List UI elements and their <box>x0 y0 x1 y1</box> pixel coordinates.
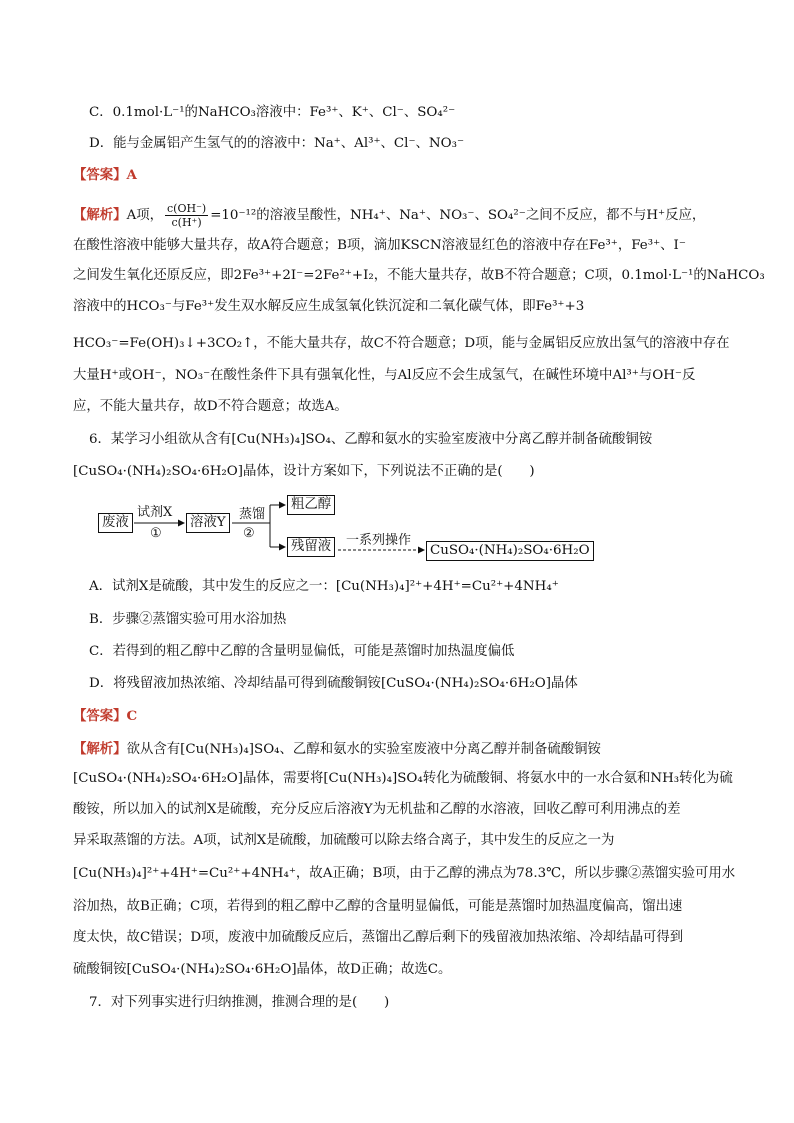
question-6-line-1: 6．某学习小组欲从含有[Cu(NH₃)₄]SO₄、乙醇和氨水的实验室废液中分离乙醇并制备硫酸铜铵 <box>89 432 653 447</box>
explanation-5-pre: A项， <box>126 208 164 223</box>
step-1-label: ① <box>150 526 162 541</box>
solution-y-box: 溶液Y <box>186 513 230 533</box>
question-6-option-b: B．步骤②蒸馏实验可用水浴加热 <box>89 612 287 627</box>
explanation-5-line-7: 应，不能大量共存，故D不符合题意；故选A。 <box>73 399 348 414</box>
question-6-line-2: [CuSO₄·(NH₄)₂SO₄·6H₂O]晶体，设计方案如下，下列说法不正确的是( ) <box>73 464 535 479</box>
explanation-6-line-8: 硫酸铜铵[CuSO₄·(NH₄)₂SO₄·6H₂O]晶体，故D正确；故选C。 <box>73 962 452 977</box>
answer-5-tag: 【答案】A <box>73 167 137 183</box>
answer-6-tag: 【答案】C <box>73 708 138 724</box>
question-6-option-d: D．将残留液加热浓缩、冷却结晶可得到硫酸铜铵[CuSO₄·(NH₄)₂SO₄·6H₂O]晶体 <box>89 676 578 691</box>
explanation-5-post: =10⁻¹²的溶液呈酸性，NH₄⁺、Na⁺、NO₃⁻、SO₄²⁻之间不反应，都不与H⁺反应， <box>210 208 706 223</box>
explanation-6-line-1 <box>73 739 733 760</box>
explanation-6-line-5: [Cu(NH₃)₄]²⁺+4H⁺=Cu²⁺+4NH₄⁺，故A正确；B项，由于乙醇的沸点为78.3℃，所以步骤②蒸馏实验可用水 <box>73 866 736 881</box>
answer-6 <box>73 706 733 727</box>
explanation-5-line-1 <box>73 202 733 229</box>
question-7-line-1: 7．对下列事实进行归纳推测，推测合理的是( ) <box>89 995 390 1010</box>
explanation-6-tag: 【解析】 <box>73 741 127 757</box>
explanation-5-line-5: HCO₃⁻=Fe(OH)₃↓+3CO₂↑，不能大量共存，故C不符合题意；D项，能与金属铝反应放出氢气的溶液中存在 <box>73 336 730 351</box>
question-6-option-c: C．若得到的粗乙醇中乙醇的含量明显偏低，可能是蒸馏时加热温度偏低 <box>89 644 515 659</box>
residue-box: 残留液 <box>287 537 335 557</box>
answer-5 <box>73 165 733 186</box>
reagent-label: 试剂X <box>137 505 173 520</box>
explanation-6-line-2: [CuSO₄·(NH₄)₂SO₄·6H₂O]晶体，需要将[Cu(NH₃)₄]SO₄转化为硫酸铜、将氨水中的一水合氨和NH₃转化为硫 <box>73 771 733 786</box>
explanation-5-tag: 【解析】 <box>73 207 127 223</box>
explanation-6-line-6: 浴加热，故B正确；C项，若得到的粗乙醇中乙醇的含量明显偏低，可能是蒸馏时加热温度偏高，馏出速 <box>73 899 683 914</box>
option-d: D．能与金属铝产生氢气的的溶液中：Na⁺、Al³⁺、Cl⁻、NO₃⁻ <box>89 136 465 151</box>
fraction-numerator: c(OH⁻) <box>167 202 207 215</box>
crude-ethanol-box: 粗乙醇 <box>287 495 335 515</box>
ratio-fraction <box>165 202 208 229</box>
explanation-6-line-3: 酸铵，所以加入的试剂X是硫酸，充分反应后溶液Y为无机盐和乙醇的水溶液，回收乙醇可利用沸点的差 <box>73 802 681 817</box>
explanation-5-line-3: 之间发生氧化还原反应，即2Fe³⁺+2I⁻=2Fe²⁺+I₂，不能大量共存，故B不符合题意；C项，0.1mol·L⁻¹的NaHCO₃ <box>73 268 765 283</box>
step-2-label: ② <box>243 526 255 541</box>
explanation-6-line-7: 度太快，故C错误；D项，废液中加硫酸反应后，蒸馏出乙醇后剩下的残留液加热浓缩、冷却结晶可得到 <box>73 930 684 945</box>
waste-box: 废液 <box>98 513 133 533</box>
operations-label: 一系列操作 <box>346 533 412 548</box>
fraction-denominator: c(H⁺) <box>171 216 202 229</box>
explanation-6-line-4: 异采取蒸馏的方法。A项，试剂X是硫酸，加硫酸可以除去络合离子，其中发生的反应之一为 <box>73 833 615 848</box>
explanation-5-line-6: 大量H⁺或OH⁻，NO₃⁻在酸性条件下具有强氧化性，与Al反应不会生成氢气，在碱性环境中Al³⁺与OH⁻反 <box>73 368 696 383</box>
explanation-6-text-1: 欲从含有[Cu(NH₃)₄]SO₄、乙醇和氨水的实验室废液中分离乙醇并制备硫酸铜铵 <box>126 742 601 757</box>
explanation-5-line-2: 在酸性溶液中能够大量共存，故A符合题意；B项，滴加KSCN溶液显红色的溶液中存在Fe³⁺，Fe³⁺、I⁻ <box>73 238 686 253</box>
explanation-5-line-4: 溶液中的HCO₃⁻与Fe³⁺发生双水解反应生成氢氧化铁沉淀和二氧化碳气体，即Fe³⁺+3 <box>73 299 585 314</box>
distill-label: 蒸馏 <box>239 507 266 522</box>
option-c: C．0.1mol·L⁻¹的NaHCO₃溶液中：Fe³⁺、K⁺、Cl⁻、SO₄²⁻ <box>89 105 456 120</box>
product-box: CuSO₄·(NH₄)₂SO₄·6H₂O <box>426 541 594 561</box>
question-6-option-a: A．试剂X是硫酸，其中发生的反应之一：[Cu(NH₃)₄]²⁺+4H⁺=Cu²⁺+4NH₄⁺ <box>89 579 559 594</box>
